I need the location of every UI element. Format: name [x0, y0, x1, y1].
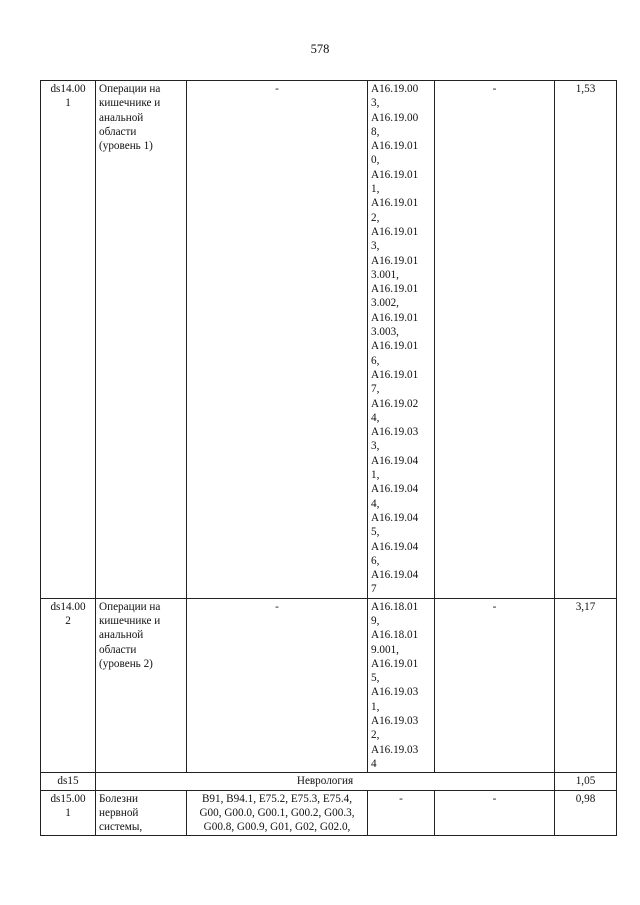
section-row [41, 773, 617, 790]
row-diagnosis: - [187, 598, 368, 773]
section-coefficient: 1,05 [555, 773, 617, 790]
row-extra: - [435, 598, 555, 773]
section-title: Неврология [96, 773, 555, 790]
row-operations: - [368, 790, 435, 836]
row-code: ds15.00 1 [41, 790, 96, 836]
row-diagnosis: - [187, 81, 368, 599]
table-row [41, 81, 617, 599]
row-extra: - [435, 81, 555, 599]
row-code: ds14.00 1 [41, 81, 96, 599]
row-operations: A16.18.01 9, A16.18.01 9.001, A16.19.01 5, A16.19.03 1, A16.19.03 2, A16.19.03 4 [368, 598, 435, 773]
row-code: ds14.00 2 [41, 598, 96, 773]
section-code: ds15 [41, 773, 96, 790]
page-number: 578 [310, 42, 330, 56]
table-row [41, 598, 617, 773]
row-name: Операции на кишечнике и анальной области (уровень 1) [96, 81, 187, 599]
row-extra: - [435, 790, 555, 836]
row-coefficient: 1,53 [555, 81, 617, 599]
row-name: Операции на кишечнике и анальной области (уровень 2) [96, 598, 187, 773]
row-name: Болезни нервной системы, [96, 790, 187, 836]
row-diagnosis: B91, B94.1, E75.2, E75.3, E75.4, G00, G00.0, G00.1, G00.2, G00.3, G00.8, G00.9, G01, G02, G02.0, [187, 790, 368, 836]
row-coefficient: 3,17 [555, 598, 617, 773]
row-coefficient: 0,98 [555, 790, 617, 836]
table-row [41, 790, 617, 836]
tariff-table [40, 80, 617, 836]
row-operations: A16.19.00 3, A16.19.00 8, A16.19.01 0, A16.19.01 1, A16.19.01 2, A16.19.01 3, A16.19.01 3.001, A16.19.01 3.002, A16.19.01 3.003, A16.19.01 6, A16.19.01 7, A16.19.02 4, A16.19.03 3, A16.19.04 1, A16.19.04 4, A16.19.04 5, A16.19.04 6, A16.19.04 7 [368, 81, 435, 599]
